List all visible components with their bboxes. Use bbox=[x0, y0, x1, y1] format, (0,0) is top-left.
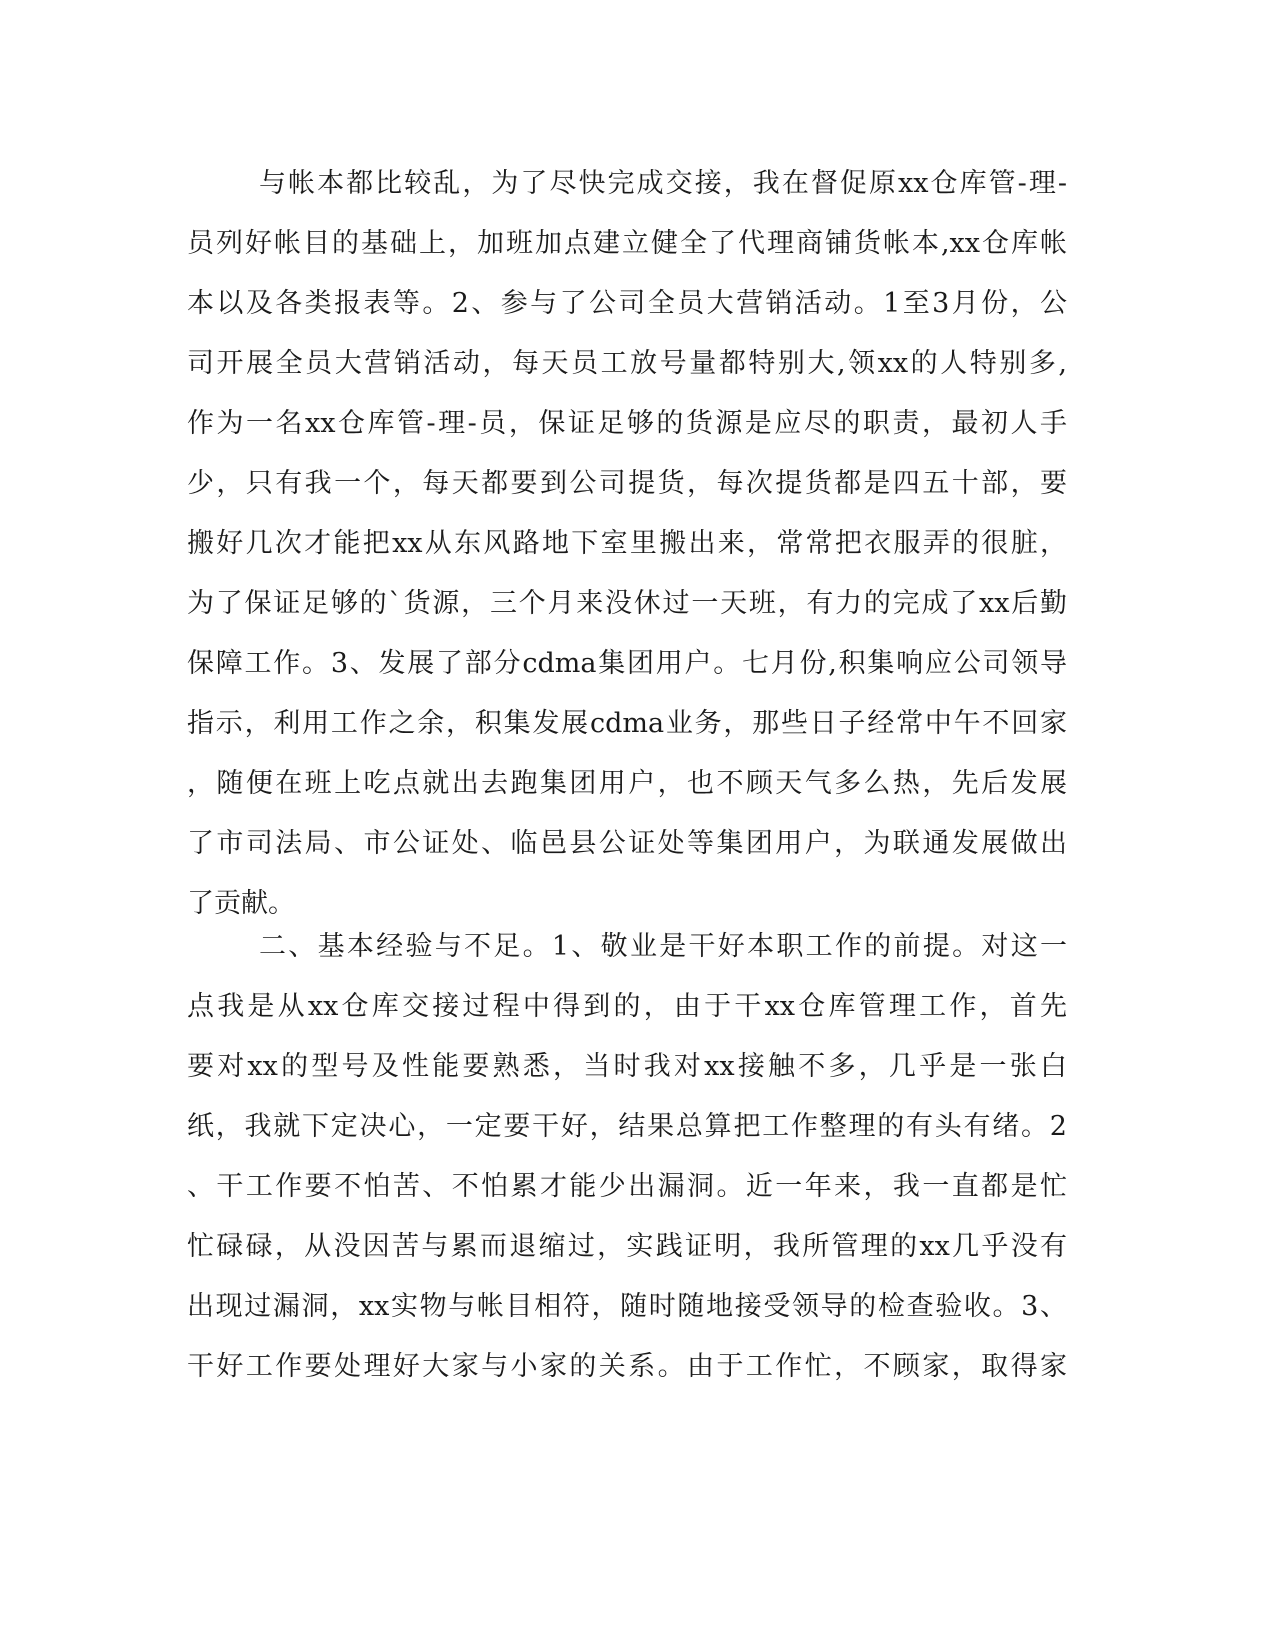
paragraph-line: 少，只有我一个，每天都要到公司提货，每次提货都是四五十部，要 bbox=[187, 468, 1067, 499]
paragraph-line: 点我是从xx仓库交接过程中得到的，由于干xx仓库管理工作，首先 bbox=[187, 991, 1067, 1022]
paragraph-line: 了贡献。 bbox=[187, 888, 295, 919]
paragraph-line: 保障工作。3、发展了部分cdma集团用户。七月份,积集响应公司领导 bbox=[187, 648, 1067, 679]
paragraph-line: 了市司法局、市公证处、临邑县公证处等集团用户，为联通发展做出 bbox=[187, 828, 1067, 859]
paragraph-line: ，随便在班上吃点就出去跑集团用户，也不顾天气多么热，先后发展 bbox=[187, 768, 1067, 799]
paragraph-line: 为了保证足够的`货源，三个月来没休过一天班，有力的完成了xx后勤 bbox=[187, 588, 1067, 619]
paragraph-line: 作为一名xx仓库管-理-员，保证足够的货源是应尽的职责，最初人手 bbox=[187, 408, 1067, 439]
paragraph-line: 纸，我就下定决心，一定要干好，结果总算把工作整理的有头有绪。2 bbox=[187, 1111, 1067, 1142]
paragraph-line: 二、基本经验与不足。1、敬业是干好本职工作的前提。对这一 bbox=[259, 931, 1067, 962]
paragraph-line: 司开展全员大营销活动，每天员工放号量都特别大,领xx的人特别多, bbox=[187, 348, 1067, 379]
paragraph-line: 搬好几次才能把xx从东风路地下室里搬出来，常常把衣服弄的很脏， bbox=[187, 528, 1067, 559]
paragraph-line: 员列好帐目的基础上，加班加点建立健全了代理商铺货帐本,xx仓库帐 bbox=[187, 228, 1067, 259]
paragraph-line: 忙碌碌，从没因苦与累而退缩过，实践证明，我所管理的xx几乎没有 bbox=[187, 1231, 1067, 1262]
paragraph-line: 本以及各类报表等。2、参与了公司全员大营销活动。1至3月份，公 bbox=[187, 288, 1067, 319]
paragraph-line: 与帐本都比较乱，为了尽快完成交接，我在督促原xx仓库管-理- bbox=[259, 168, 1067, 199]
paragraph-line: 指示，利用工作之余，积集发展cdma业务，那些日子经常中午不回家 bbox=[187, 708, 1067, 739]
paragraph-line: 干好工作要处理好大家与小家的关系。由于工作忙，不顾家，取得家 bbox=[187, 1351, 1067, 1382]
paragraph-line: 、干工作要不怕苦、不怕累才能少出漏洞。近一年来，我一直都是忙 bbox=[187, 1171, 1067, 1202]
paragraph-line: 出现过漏洞，xx实物与帐目相符，随时随地接受领导的检查验收。3、 bbox=[187, 1291, 1067, 1322]
paragraph-line: 要对xx的型号及性能要熟悉，当时我对xx接触不多，几乎是一张白 bbox=[187, 1051, 1067, 1082]
